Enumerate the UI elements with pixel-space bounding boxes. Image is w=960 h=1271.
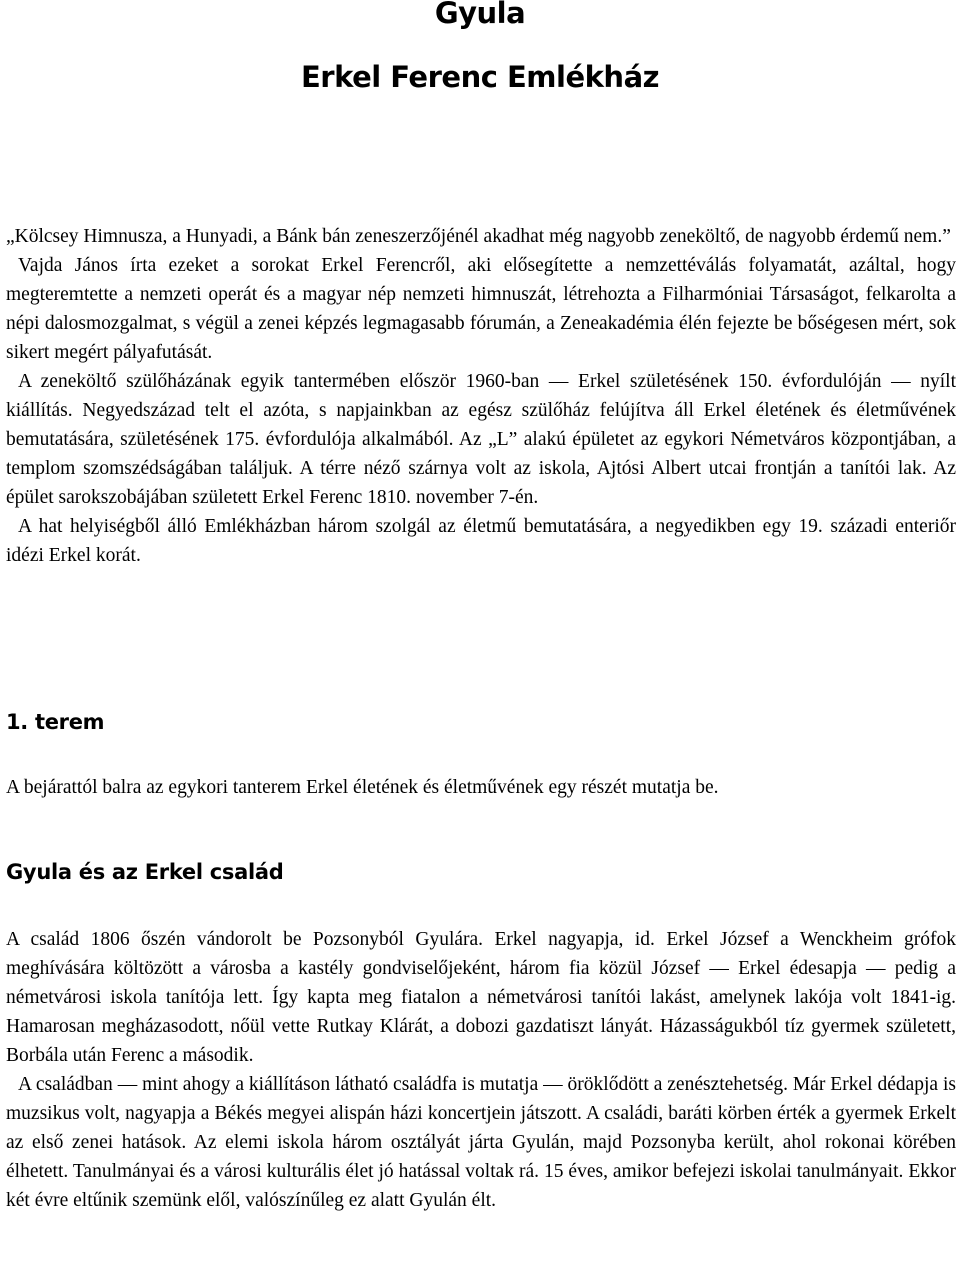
intro-paragraph-2: A zeneköltő szülőházának egyik tantermében először 1960-ban — Erkel születésének 150. évfordulóján — nyílt kiállítás. Negyedszázad telt el azóta, s napjainkban az egész szülőház felújítva áll Erkel életének és életművének bemutatására, születésének 175. évfordulója alkalmából. Az „L” alakú épületet az egykori Németváros központjában, a templom szomszédságában találjuk. A térre néző szárnya volt az iskola, Ajtósi Albert utcai frontján a tanítói lak. Az épület sarokszobájában született Erkel Ferenc 1810. november 7-én. [6, 371, 956, 508]
intro-paragraph-1: Vajda János írta ezeket a sorokat Erkel Ferencről, aki elősegítette a nemzettéválás folyamatát, azáltal, hogy megteremtette a nemzeti operát és a magyar nép nemzeti himnuszát, létrehozta a Filharmóniai Társaságot, felkarolta a népi dalosmozgalmat, s végül a zenei képzés legmagasabb fórumán, a Zeneakadémia élén fejezte be bőségesen mért, sok sikert megért pályafutását. [6, 255, 956, 363]
intro-section [6, 222, 956, 570]
section-terem-body [6, 773, 956, 802]
family-paragraph-2: A családban — mint ahogy a kiállításon látható családfa is mutatja — öröklődött a zenésztehetség. Már Erkel dédapja is muzsikus volt, nagyapja a Békés megyei alispán házi koncertjein játszott. A családi, baráti körben érték a gyermek Erkelt az első zenei hatások. Az elemi iskola három osztályát járta Gyulán, majd Pozsonyba került, ahol rokonai körében élhetett. Tanulmányai és a városi kulturális élet jó hatással voltak rá. 15 éves, amikor befejezi iskolai tanulmányait. Ekkor két évre eltűnik szemünk elől, valószínűleg ez alatt Gyulán élt. [6, 1074, 956, 1211]
section-family-body [6, 925, 956, 1215]
family-paragraph-1: A család 1806 őszén vándorolt be Pozsonyból Gyulára. Erkel nagyapja, id. Erkel József a Wenckheim grófok meghívására költözött a városba a kastély gondviselőjeként, három fia közül József — Erkel édesapja — pedig a németvárosi iskola tanítója lett. Így kapta meg fiatalon a németvárosi tanítói lakást, amelynek lakója volt 1841-ig. Hamarosan megházasodott, nőül vette Rutkay Klárát, a dobozi gazdatiszt lányát. Házasságukból tíz gyermek született, Borbála után Ferenc a második. [6, 929, 956, 1066]
document-title: Gyula [434, 0, 526, 30]
section-heading-family: Gyula és az Erkel család [6, 860, 284, 884]
intro-quote: „Kölcsey Himnusza, a Hunyadi, a Bánk bán zeneszerzőjénél akadhat még nagyobb zeneköltő, de nagyobb érdemű nem.” [6, 226, 951, 247]
section-terem-paragraph: A bejárattól balra az egykori tanterem Erkel életének és életművének egy részét mutatja be. [6, 777, 719, 798]
document-subtitle: Erkel Ferenc Emlékház [300, 60, 660, 94]
intro-paragraph-3: A hat helyiségből álló Emlékházban három szolgál az életmű bemutatására, a negyedikben egy 19. századi enteriőr idézi Erkel korát. [6, 516, 956, 566]
section-heading-terem: 1. terem [6, 710, 105, 734]
